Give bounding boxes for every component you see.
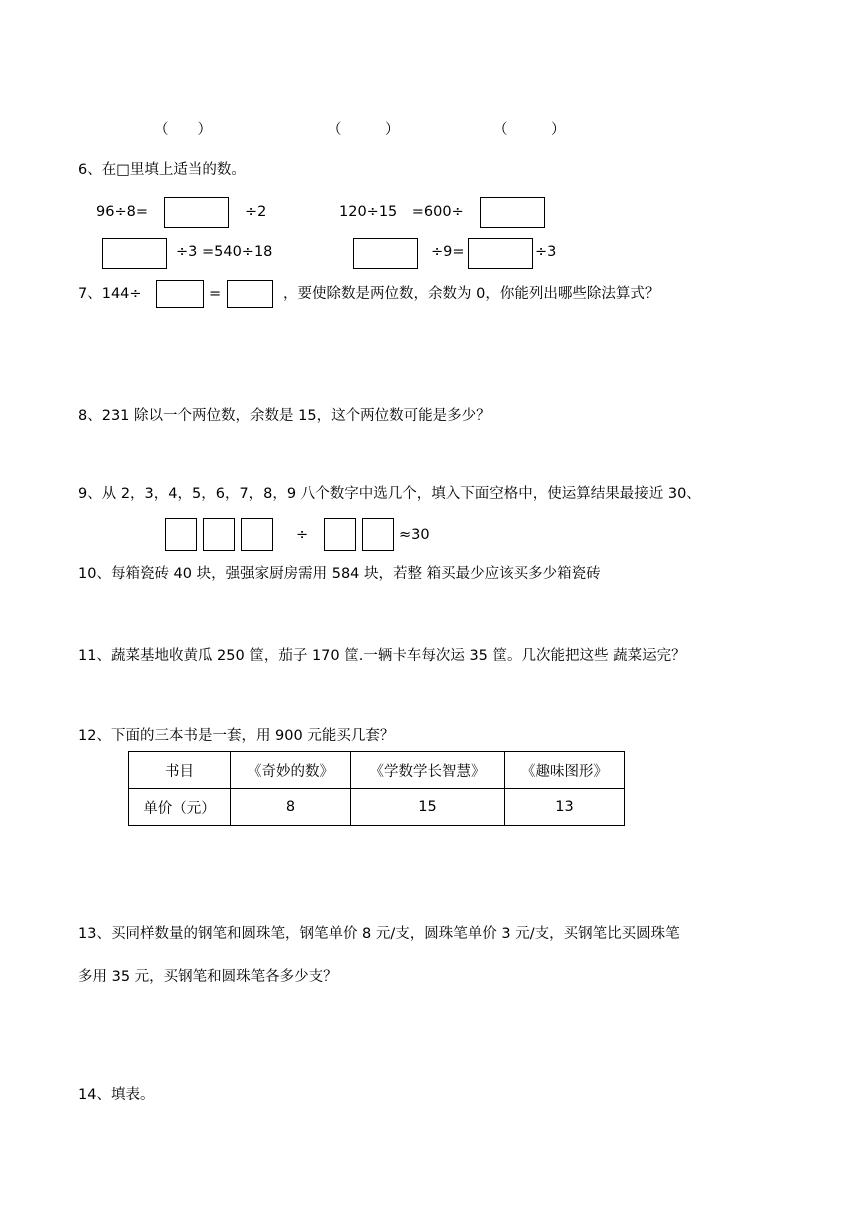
- table-cell: 8: [231, 789, 351, 826]
- q6-title: 6、在□里填上适当的数。: [78, 162, 246, 178]
- q6-row1-left-a: 96÷8=: [96, 204, 148, 220]
- table-header-cell: 《趣味图形》: [505, 752, 625, 789]
- table-header-row: [129, 752, 625, 789]
- table-header-cell: 书目: [129, 752, 231, 789]
- table-row: [129, 789, 625, 826]
- q9-digit-box-5[interactable]: [362, 518, 394, 551]
- answer-parens-3: （ ）: [493, 122, 566, 138]
- q10-text: 10、每箱瓷砖 40 块，强强家厨房需用 584 块，若整 箱买最少应该买多少箱瓷砖: [78, 566, 601, 582]
- q12-text: 12、下面的三本书是一套，用 900 元能买几套？: [78, 728, 395, 744]
- q6-answer-box-3[interactable]: [102, 238, 167, 269]
- q9-digit-box-4[interactable]: [324, 518, 356, 551]
- q6-answer-box-4[interactable]: [353, 238, 418, 269]
- q7-suffix: ，要使除数是两位数，余数为 0，你能列出哪些除法算式？: [283, 286, 660, 302]
- q11-text: 11、蔬菜基地收黄瓜 250 筐，茄子 170 筐.一辆卡车每次运 35 筐。几次能把这些 蔬菜运完？: [78, 648, 686, 664]
- table-header-cell: 《奇妙的数》: [231, 752, 351, 789]
- q6-row1-left-b: ÷2: [245, 204, 267, 220]
- q7-equals: =: [209, 286, 222, 302]
- table-cell: 13: [505, 789, 625, 826]
- table-header-cell: 《学数学长智慧》: [351, 752, 505, 789]
- q6-row2-right-b: ÷3: [535, 244, 557, 260]
- q7-prefix: 7、144÷: [78, 286, 142, 302]
- q9-divide-sign: ÷: [296, 527, 309, 543]
- q6-row2-right-a: ÷9=: [431, 244, 465, 260]
- q9-digit-box-2[interactable]: [203, 518, 235, 551]
- q9-digit-box-3[interactable]: [241, 518, 273, 551]
- q9-approx: ≈30: [399, 527, 430, 543]
- q6-answer-box-5[interactable]: [468, 238, 533, 269]
- q7-quotient-box[interactable]: [227, 280, 273, 308]
- q14-text: 14、填表。: [78, 1087, 155, 1103]
- q8-text: 8、231 除以一个两位数，余数是 15，这个两位数可能是多少？: [78, 408, 491, 424]
- q13-line1: 13、买同样数量的钢笔和圆珠笔，钢笔单价 8 元/支，圆珠笔单价 3 元/支，买钢笔比买圆珠笔: [78, 926, 680, 942]
- answer-parens-2: （ ）: [327, 122, 400, 138]
- q9-digit-box-1[interactable]: [165, 518, 197, 551]
- q6-answer-box-2[interactable]: [480, 197, 545, 228]
- q6-row2-left: ÷3 =540÷18: [176, 244, 273, 260]
- q13-line2: 多用 35 元，买钢笔和圆珠笔各多少支？: [78, 969, 338, 985]
- answer-parens-1: （ ）: [154, 122, 212, 138]
- q7-divisor-box[interactable]: [156, 280, 204, 308]
- table-cell: 单价（元）: [129, 789, 231, 826]
- q6-answer-box-1[interactable]: [164, 197, 229, 228]
- book-price-table: [128, 751, 625, 826]
- q9-text: 9、从 2，3，4，5，6，7，8，9 八个数字中选几个，填入下面空格中，使运算结果最接近 30、: [78, 486, 701, 502]
- q6-row1-right: 120÷15 =600÷: [339, 204, 464, 220]
- table-cell: 15: [351, 789, 505, 826]
